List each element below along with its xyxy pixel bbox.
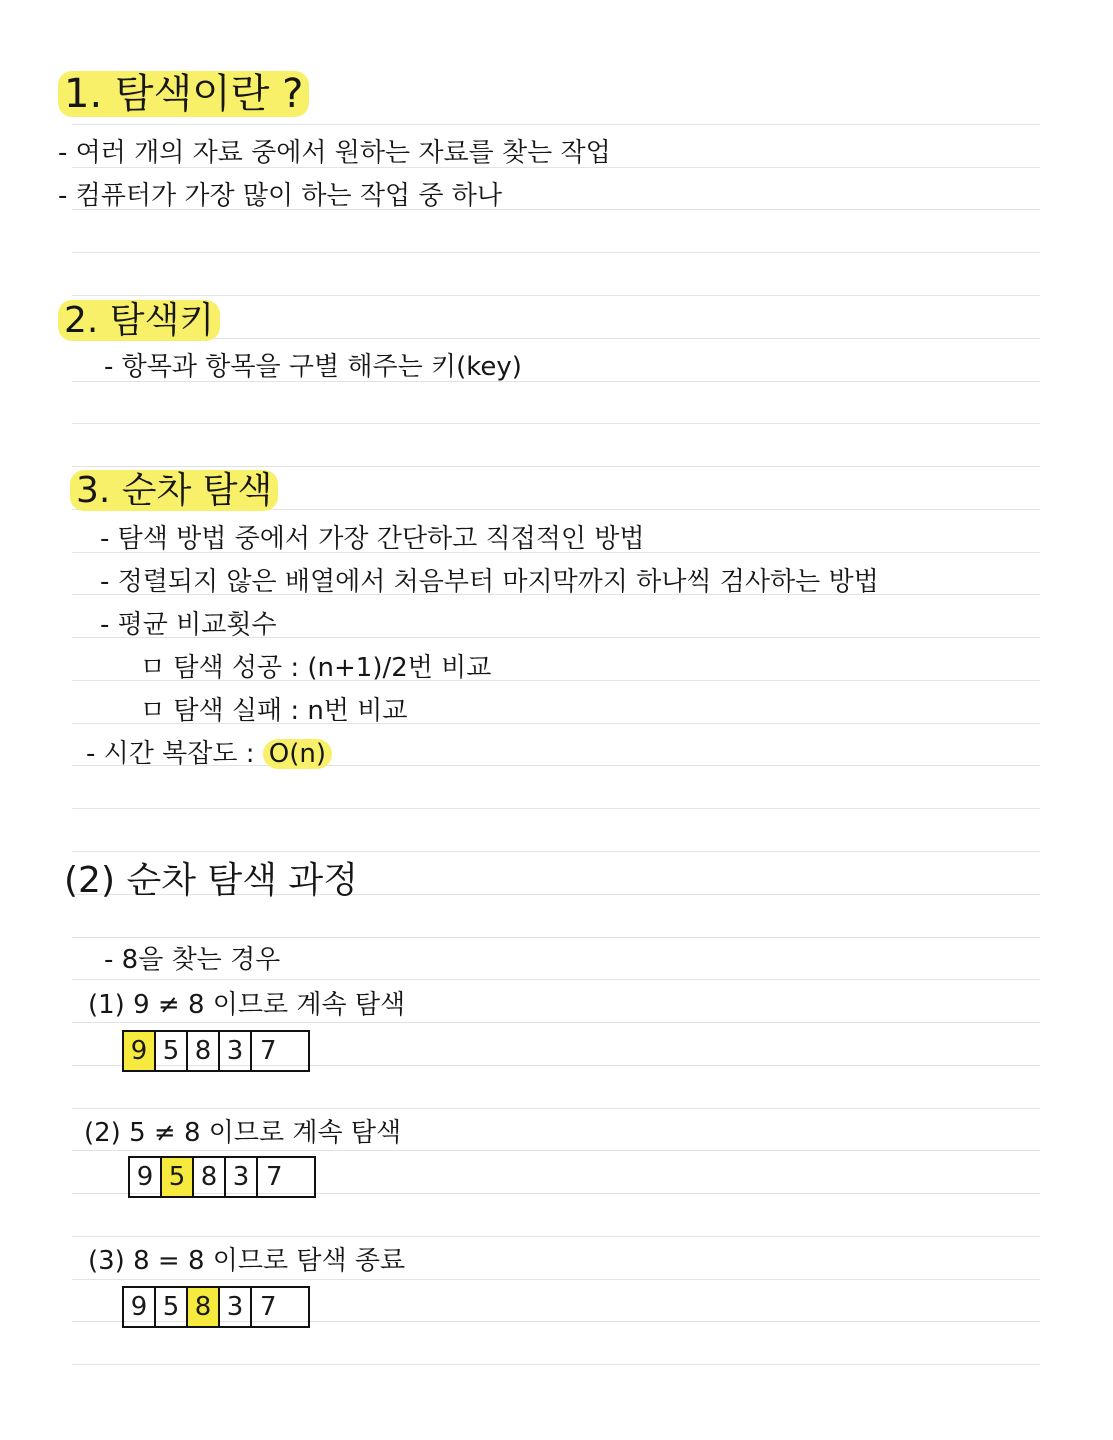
array-cell: 7: [266, 1162, 283, 1192]
section3-bullet-2: - 정렬되지 않은 배열에서 처음부터 마지막까지 하나씩 검사하는 방법: [100, 567, 879, 597]
section3-title: 3. 순차 탐색: [70, 462, 278, 513]
array-cell: 9: [124, 1288, 156, 1326]
section1-title: 1. 탐색이란 ?: [58, 62, 309, 119]
section1-bullet-2: - 컴퓨터가 가장 많이 하는 작업 중 하나: [58, 181, 502, 211]
section3-bullet-1: - 탐색 방법 중에서 가장 간단하고 직접적인 방법: [100, 524, 645, 554]
array-cell: 5: [156, 1032, 188, 1070]
array-cell: 3: [220, 1288, 252, 1326]
section2-title: 2. 탐색키: [58, 292, 220, 343]
time-complexity-value: O(n): [263, 739, 332, 769]
array-cell: 8: [188, 1032, 220, 1070]
process-title: (2) 순차 탐색 과정: [64, 860, 358, 901]
time-complexity-label: - 시간 복잡도 :: [86, 739, 255, 769]
array-cell: 7: [260, 1036, 277, 1066]
section3-bullet-3: - 평균 비교횟수: [100, 610, 277, 640]
array-cell: 8: [188, 1288, 220, 1326]
step-1-array: [122, 1030, 310, 1072]
step-3-text: (3) 8 = 8 이므로 탐색 종료: [88, 1246, 406, 1276]
section3-sub-bullet-1: ㅁ 탐색 성공 : (n+1)/2번 비교: [140, 653, 492, 683]
time-complexity-line: [86, 733, 332, 770]
step-2-text: (2) 5 ≠ 8 이므로 계속 탐색: [84, 1118, 402, 1148]
array-cell: 5: [162, 1158, 194, 1196]
array-cell: 5: [156, 1288, 188, 1326]
array-cell: 9: [130, 1158, 162, 1196]
array-cell: 9: [124, 1032, 156, 1070]
section1-bullet-1: - 여러 개의 자료 중에서 원하는 자료를 찾는 작업: [58, 138, 611, 168]
step-1-text: (1) 9 ≠ 8 이므로 계속 탐색: [88, 990, 406, 1020]
section3-sub-bullet-2: ㅁ 탐색 실패 : n번 비교: [140, 696, 408, 726]
array-cell: 3: [226, 1158, 258, 1196]
section2-bullet-1: - 항목과 항목을 구별 해주는 키(key): [104, 352, 522, 382]
process-case: - 8을 찾는 경우: [104, 945, 281, 975]
array-cell: 8: [194, 1158, 226, 1196]
array-cell: 3: [220, 1032, 252, 1070]
step-3-array: [122, 1286, 310, 1328]
array-cell: 7: [260, 1292, 277, 1322]
step-2-array: [128, 1156, 316, 1198]
